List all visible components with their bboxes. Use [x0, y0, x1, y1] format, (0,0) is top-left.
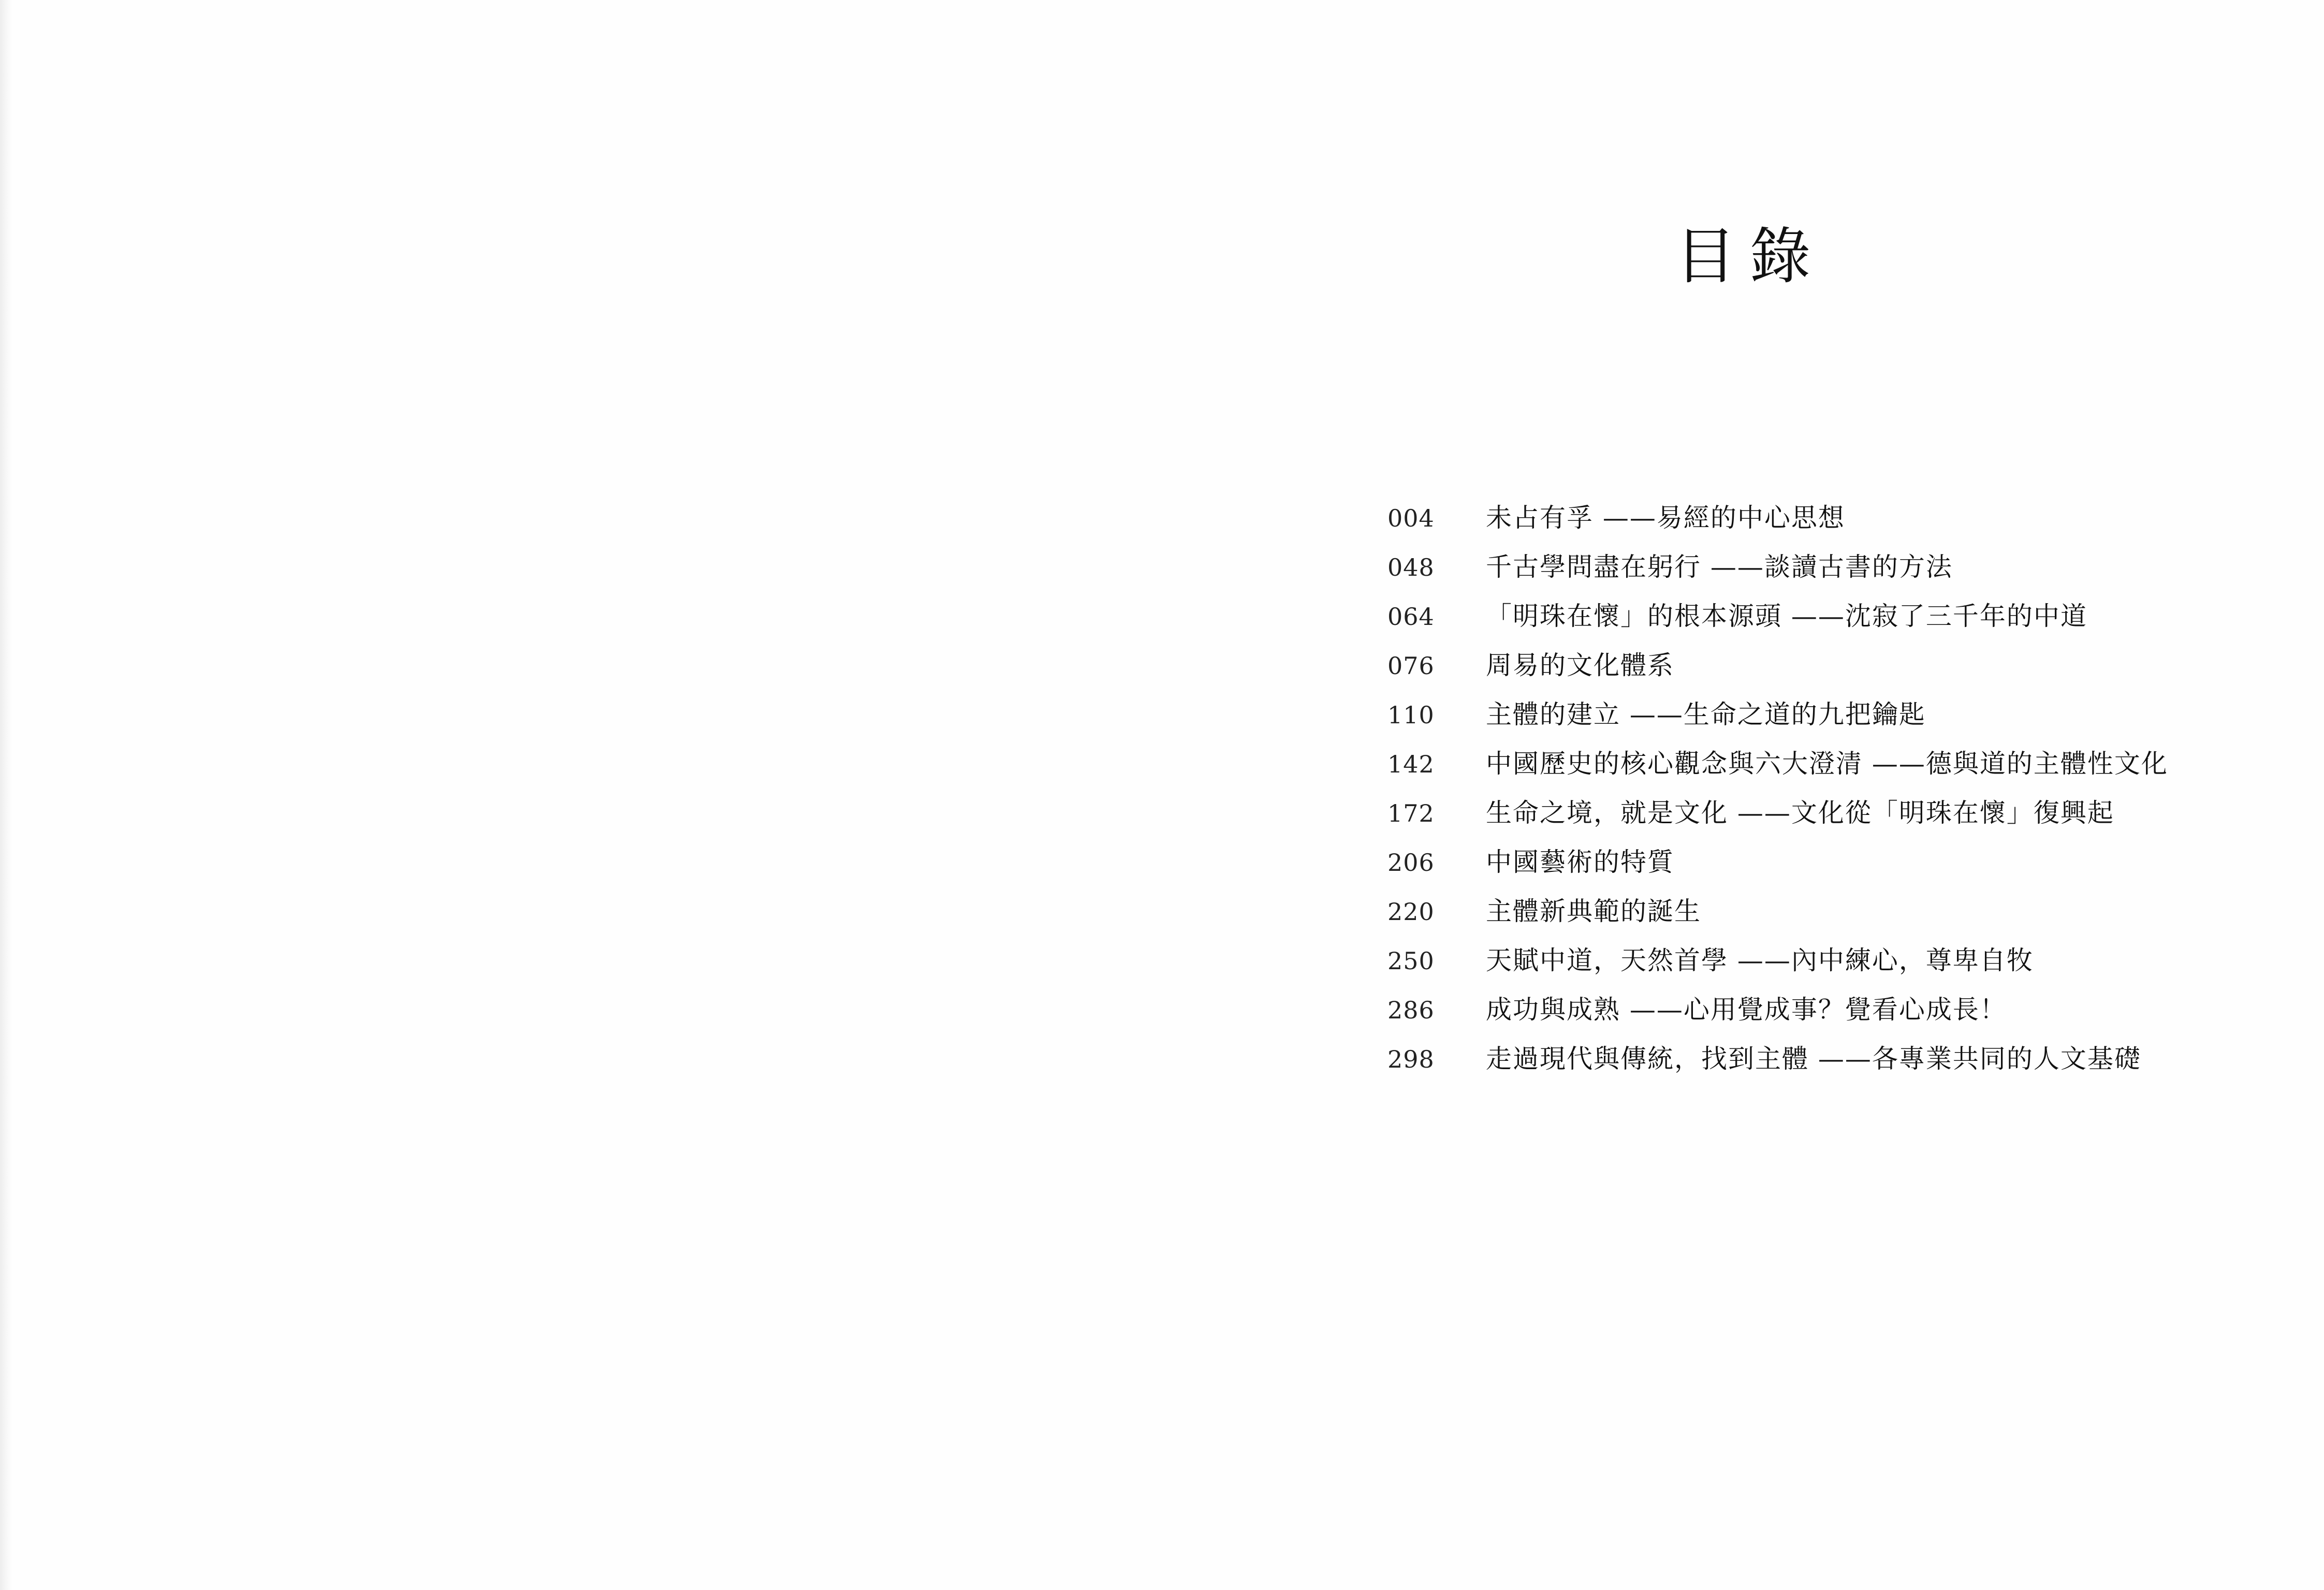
toc-page-number: 004	[1387, 504, 1435, 532]
toc-page-number: 064	[1387, 603, 1435, 631]
toc-entry-title: 中國藝術的特質	[1486, 847, 1674, 877]
toc-entry-title: 主體新典範的誕生	[1486, 896, 1701, 926]
toc-page-number: 048	[1387, 553, 1435, 581]
toc-entry-title: 中國歷史的核心觀念與六大澄清 ——德與道的主體性文化	[1486, 749, 2168, 779]
toc-entry[interactable]	[1387, 645, 2216, 694]
toc-page-number: 286	[1387, 996, 1435, 1024]
page-title: 目錄	[1675, 221, 1824, 292]
toc-entry[interactable]	[1387, 940, 2216, 989]
toc-page-number: 142	[1387, 750, 1435, 778]
toc-page-number: 220	[1387, 898, 1435, 926]
toc-entry[interactable]	[1387, 546, 2216, 595]
toc-entry[interactable]	[1387, 743, 2216, 792]
toc-entry[interactable]	[1387, 694, 2216, 743]
page-title-container	[1162, 207, 2324, 295]
toc-entry[interactable]	[1387, 1038, 2216, 1087]
toc-entry-title: 未占有孚 ——易經的中心思想	[1486, 503, 1845, 533]
table-of-contents	[1387, 497, 2216, 1087]
toc-entry-title: 周易的文化體系	[1486, 650, 1674, 680]
toc-entry[interactable]	[1387, 792, 2216, 841]
toc-page-number: 206	[1387, 849, 1435, 877]
page-edge-shadow	[0, 0, 13, 1590]
toc-entry[interactable]	[1387, 595, 2216, 645]
toc-entry[interactable]	[1387, 497, 2216, 546]
toc-entry-title: 天賦中道，天然首學 ——內中練心，尊卑自牧	[1486, 945, 2034, 975]
toc-page-number: 076	[1387, 652, 1435, 680]
toc-entry-title: 成功與成熟 ——心用覺成事？覺看心成長！	[1486, 995, 2007, 1025]
toc-page-number: 298	[1387, 1045, 1435, 1073]
toc-page-number: 110	[1387, 701, 1435, 729]
toc-entry[interactable]	[1387, 989, 2216, 1038]
toc-entry-title: 生命之境，就是文化 ——文化從「明珠在懷」復興起	[1486, 798, 2114, 828]
toc-page-number: 172	[1387, 799, 1435, 827]
toc-entry-title: 千古學問盡在躬行 ——談讀古書的方法	[1486, 552, 1953, 582]
toc-entry-title: 主體的建立 ——生命之道的九把鑰匙	[1486, 699, 1926, 730]
toc-entry-title: 「明珠在懷」的根本源頭 ——沈寂了三千年的中道	[1486, 601, 2087, 631]
toc-entry[interactable]	[1387, 891, 2216, 940]
toc-entry-title: 走過現代與傳統，找到主體 ——各專業共同的人文基礎	[1486, 1044, 2141, 1074]
toc-page-number: 250	[1387, 947, 1435, 975]
toc-entry[interactable]	[1387, 841, 2216, 891]
